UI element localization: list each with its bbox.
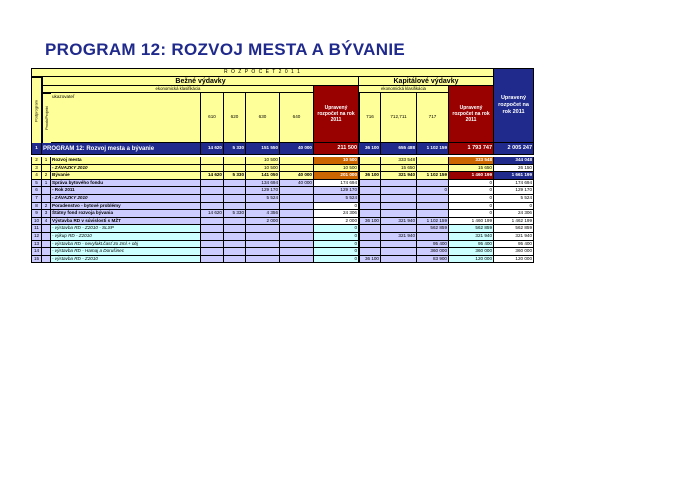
row-number: 1 [31, 143, 42, 155]
cell-c712: 321 940 [398, 172, 415, 178]
cell-bv: 24 306 [342, 210, 357, 216]
cell-bv: 174 694 [340, 179, 357, 185]
table-row [31, 187, 534, 195]
cell-bv-total: 211 500 [314, 143, 359, 155]
row-number: 4 [35, 172, 38, 178]
cell-c610: 14 620 [207, 172, 222, 178]
page-title: PROGRAM 12: ROZVOJ MESTA A BÝVANIE [45, 40, 405, 59]
cell-kv: 0 [489, 195, 492, 200]
table-row [31, 180, 534, 188]
cell-c630: 10 500 [263, 164, 278, 170]
col-717: 717 [417, 93, 449, 143]
header-bezne-vydavky: Bežné výdavky [42, 77, 359, 86]
cell-kv-total: 1 793 747 [449, 143, 494, 155]
cell-bv: 10 500 [342, 164, 357, 170]
cell-640: 40 000 [280, 143, 314, 155]
cell-total: 95 400 [517, 240, 532, 246]
table-row [31, 225, 534, 233]
cell-total: 360 000 [515, 248, 532, 254]
cell-kv: 0 [489, 187, 492, 193]
cell-kv: 120 000 [475, 255, 492, 261]
cell-kv: 0 [489, 202, 492, 208]
col-620: 620 [224, 93, 246, 143]
table-row [31, 203, 534, 211]
row-number: 9 [35, 210, 38, 216]
cell-c712: 15 650 [400, 164, 415, 170]
cell-c620: 5 330 [232, 210, 244, 216]
table-row [31, 218, 534, 226]
col-716: 716 [359, 93, 381, 143]
cell-bv: 129 170 [340, 187, 357, 193]
col-630: 630 [246, 93, 280, 143]
cell-grand-total: 2 005 247 [494, 143, 534, 155]
cell-716: 36 100 [359, 143, 381, 155]
podprogram-number: 4 [44, 217, 48, 223]
row-number: 14 [33, 248, 40, 254]
cell-c717: 1 102 159 [426, 172, 447, 178]
cell-total: 174 694 [515, 179, 532, 185]
row-label: Štátny fond rozvoja bývania [52, 210, 114, 216]
cell-c712: 333 548 [398, 157, 415, 162]
row-number: 12 [33, 233, 40, 238]
cell-bv: 0 [354, 240, 357, 246]
cell-bv: 0 [354, 202, 357, 208]
col-712-711: 712,711 [381, 93, 417, 143]
table-row [31, 233, 534, 241]
row-number: 7 [35, 195, 38, 200]
cell-bv: 0 [354, 255, 357, 261]
cell-bv: 0 [354, 233, 357, 238]
cell-c630: 129 170 [261, 187, 278, 193]
cell-total: 562 859 [515, 225, 532, 231]
cell-total: 321 940 [515, 233, 532, 238]
program-row [31, 143, 534, 155]
cell-total: 0 [529, 202, 532, 208]
cell-c630: 134 694 [261, 179, 278, 185]
podprogram-number: 1 [44, 179, 48, 185]
cell-kv: 321 940 [475, 233, 492, 238]
col-ukazovatel: ukazovateľ [51, 93, 201, 143]
row-label: - ZÁVAZKY 2010 [52, 164, 88, 170]
row-number: 15 [33, 255, 40, 261]
table-row [31, 256, 534, 264]
podprogram-number: 3 [44, 210, 48, 216]
row-label: Bývanie [52, 172, 70, 178]
cell-620: 5 330 [224, 143, 246, 155]
row-number: 8 [35, 202, 38, 208]
cell-bv: 10 500 [342, 157, 357, 162]
header-kapitalove-vydavky: Kapitálové výdavky [359, 77, 494, 86]
cell-c717: 83 900 [432, 255, 447, 261]
header-rozpocet: R O Z P O Č E T 2 0 1 1 [31, 68, 494, 77]
cell-kv: 562 859 [475, 225, 492, 231]
col-upraveny-kv: Upravený rozpočet na rok 2011 [449, 86, 494, 143]
cell-kv: 333 548 [475, 157, 492, 162]
cell-bv: 201 000 [340, 172, 357, 178]
row-number: 6 [35, 187, 38, 193]
row-label: Rozvoj mesta [52, 157, 82, 162]
row-label: - výstavba RD - Z2010 [52, 255, 98, 261]
cell-c712: 321 940 [398, 233, 415, 238]
cell-c640: 40 000 [297, 172, 312, 178]
cell-c717: 562 859 [430, 225, 447, 231]
cell-717: 1 102 159 [417, 143, 449, 155]
cell-712: 655 488 [381, 143, 417, 155]
row-label: - výstavba RD - Hamaj a Dorušinec [52, 248, 124, 254]
cell-c640: 40 000 [297, 179, 312, 185]
table-row [31, 210, 534, 218]
row-label: - výstavba RD - nevyfakt.časť zo zml.+ obj [52, 240, 139, 246]
cell-c630: 2 000 [266, 217, 278, 223]
cell-total: 120 000 [515, 255, 532, 261]
cell-kv: 95 400 [477, 240, 492, 246]
row-number: 11 [34, 225, 39, 231]
row-number: 2 [35, 157, 38, 162]
cell-c717: 360 000 [430, 248, 447, 254]
header-ek-klasifikacia-bv: ekonomická klasifikácia [42, 86, 314, 93]
cell-bv: 5 524 [345, 195, 357, 200]
col-upraveny-total: Upravený rozpočet na rok 2011 [494, 68, 534, 143]
cell-total: 1 462 199 [511, 217, 532, 223]
row-number: 10 [33, 217, 40, 223]
podprogram-number: 1 [44, 157, 48, 162]
cell-c716: 36 100 [364, 217, 379, 223]
cell-c716: 36 100 [364, 255, 379, 261]
row-number: 13 [33, 240, 40, 246]
cell-c630: 10 500 [263, 157, 278, 162]
row-label: Výstavba RD v súvislosti s MŽT [52, 217, 121, 223]
podprogram-number: 2 [44, 202, 48, 208]
cell-bv: 0 [354, 225, 357, 231]
cell-c717: 95 400 [432, 240, 447, 246]
cell-total: 5 524 [520, 195, 532, 200]
cell-bv: 2 000 [345, 217, 357, 223]
cell-c712: 321 940 [398, 217, 415, 223]
cell-610: 14 620 [201, 143, 224, 155]
podprogram-number: 2 [44, 172, 48, 178]
row-label: - ZÁVAZKY 2010 [52, 195, 88, 200]
table-row [31, 195, 534, 203]
col-610: 610 [201, 93, 224, 143]
cell-total: 344 048 [515, 157, 532, 162]
cell-c717: 0 [444, 187, 447, 193]
cell-total: 26 150 [517, 164, 532, 170]
cell-total: 1 661 199 [511, 172, 532, 178]
row-number: 5 [35, 179, 38, 185]
table-row [31, 241, 534, 249]
cell-kv: 1 460 199 [471, 217, 492, 223]
cell-total: 129 170 [515, 187, 532, 193]
table-row [31, 172, 534, 180]
col-podprogram: Podprogram [31, 77, 42, 143]
table-row [31, 248, 534, 256]
cell-kv: 0 [489, 179, 492, 185]
cell-c610: 14 620 [207, 210, 222, 216]
row-number: 3 [35, 164, 38, 170]
row-label: - výkup RD - Z2010 [52, 233, 92, 238]
header-ek-klasifikacia-kv: ekonomická klasifikácia [359, 86, 449, 93]
table-row [31, 165, 534, 173]
cell-c716: 36 100 [364, 172, 379, 178]
cell-c630: 5 524 [266, 195, 278, 200]
cell-bv: 0 [354, 248, 357, 254]
col-upraveny-bv: Upravený rozpočet na rok 2011 [314, 86, 359, 143]
row-label: - výstavba RD - Z2010 - SLSP [52, 225, 114, 231]
cell-c620: 5 330 [232, 172, 244, 178]
cell-c630: 4 356 [266, 210, 278, 216]
col-prvok: Prvok/Projekt [42, 93, 51, 143]
cell-kv: 0 [489, 210, 492, 216]
cell-kv: 360 000 [475, 248, 492, 254]
row-label: Správa bytového fondu [52, 179, 104, 185]
row-label: - Rok 2011 [52, 187, 75, 193]
cell-630: 151 550 [246, 143, 280, 155]
cell-total: 24 306 [517, 210, 532, 216]
row-label: Poradenstvo - bytové problémy [52, 202, 121, 208]
col-640: 640 [280, 93, 314, 143]
program-label: PROGRAM 12: Rozvoj mesta a bývanie [42, 143, 201, 155]
cell-kv: 1 460 199 [471, 172, 492, 178]
cell-kv: 15 650 [477, 164, 492, 170]
table-row [31, 157, 534, 165]
cell-c630: 141 050 [261, 172, 278, 178]
cell-c717: 1 102 159 [426, 217, 447, 223]
